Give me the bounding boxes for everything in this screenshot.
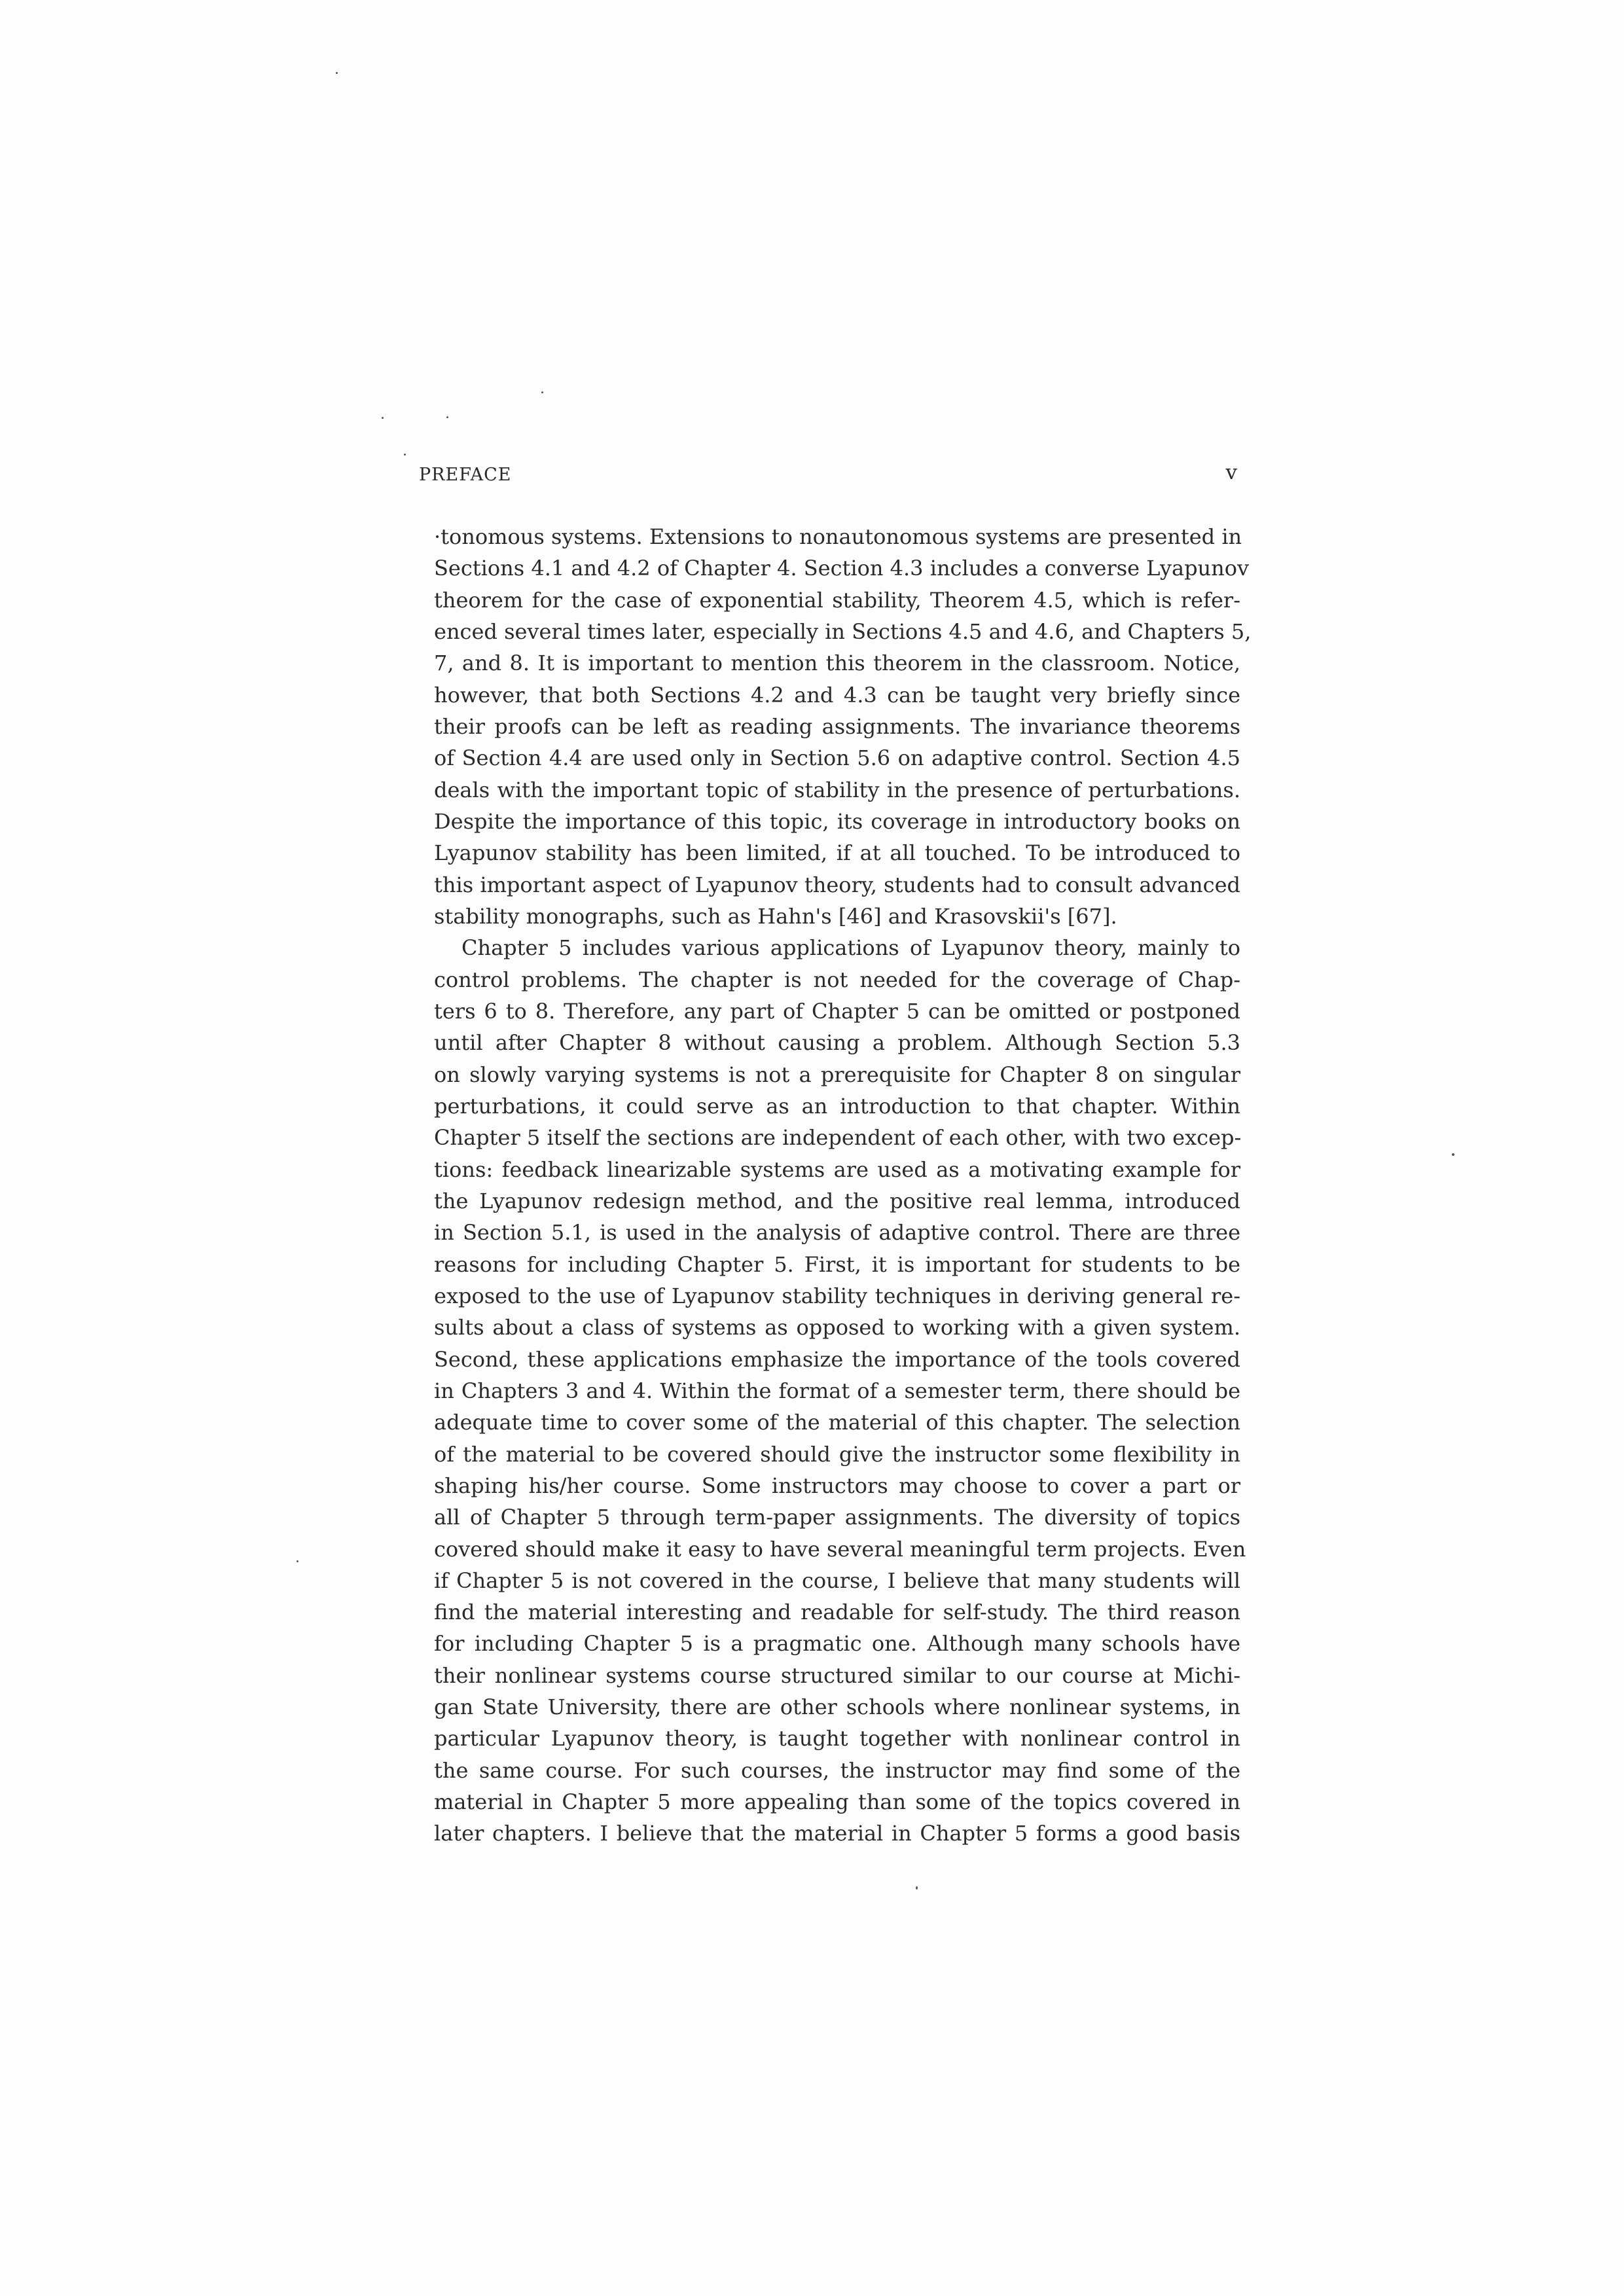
scan-speck	[541, 391, 543, 393]
text-line: sults about a class of systems as opposed to working with a given system.	[434, 1315, 1240, 1340]
text-line: Chapter 5 includes various applications of Lyapunov theory, mainly to	[461, 935, 1240, 961]
text-line: of the material to be covered should give the instructor some flexibility in	[434, 1441, 1240, 1467]
text-line: in Section 5.1, is used in the analysis of adaptive control. There are three	[434, 1220, 1240, 1246]
text-line: for including Chapter 5 is a pragmatic one. Although many schools have	[434, 1631, 1240, 1657]
text-line: Chapter 5 itself the sections are independent of each other, with two excep-	[434, 1125, 1242, 1151]
text-line: their proofs can be left as reading assignments. The invariance theorems	[434, 713, 1240, 739]
text-line: the Lyapunov redesign method, and the positive real lemma, introduced	[434, 1188, 1240, 1213]
scan-speck	[446, 416, 448, 418]
page-number: v	[1225, 461, 1237, 484]
scan-speck	[916, 1886, 918, 1890]
text-line: on slowly varying systems is not a prerequisite for Chapter 8 on singular	[434, 1062, 1240, 1087]
scan-speck	[404, 454, 406, 456]
text-line: enced several times later, especially in Sections 4.5 and 4.6, and Chapters 5,	[434, 619, 1252, 644]
text-line: their nonlinear systems course structured similar to our course at Michi-	[434, 1662, 1240, 1688]
text-line: Lyapunov stability has been limited, if at all touched. To be introduced to	[434, 840, 1240, 866]
text-line: covered should make it easy to have several meaningful term projects. Even	[434, 1536, 1246, 1562]
text-line: ·tonomous systems. Extensions to nonautonomous systems are presented in	[434, 524, 1242, 549]
scan-speck	[336, 72, 338, 74]
text-line: the same course. For such courses, the instructor may find some of the	[434, 1757, 1240, 1783]
text-line: however, that both Sections 4.2 and 4.3 can be taught very briefly since	[434, 682, 1240, 708]
text-line: deals with the important topic of stability in the presence of perturbations.	[434, 777, 1240, 802]
scan-speck	[1452, 1153, 1454, 1156]
text-line: exposed to the use of Lyapunov stability techniques in deriving general re-	[434, 1283, 1240, 1308]
running-head-title: PREFACE	[419, 465, 512, 485]
text-line: theorem for the case of exponential stability, Theorem 4.5, which is refer-	[434, 587, 1240, 613]
text-line: in Chapters 3 and 4. Within the format of a semester term, there should be	[434, 1378, 1240, 1403]
text-line: particular Lyapunov theory, is taught together with nonlinear control in	[434, 1726, 1240, 1751]
text-line: stability monographs, such as Hahn's [46] and Krasovskii's [67].	[434, 903, 1117, 929]
text-line: ters 6 to 8. Therefore, any part of Chapter 5 can be omitted or postponed	[434, 998, 1240, 1024]
text-line: 7, and 8. It is important to mention this theorem in the classroom. Notice,	[434, 651, 1240, 676]
text-line: material in Chapter 5 more appealing than some of the topics covered in	[434, 1789, 1240, 1815]
text-line: reasons for including Chapter 5. First, it is important for students to be	[434, 1251, 1240, 1277]
text-line: if Chapter 5 is not covered in the course, I believe that many students will	[434, 1568, 1240, 1593]
text-line: shaping his/her course. Some instructors may choose to cover a part or	[434, 1473, 1240, 1498]
body-text	[434, 521, 1252, 1850]
text-line: perturbations, it could serve as an introduction to that chapter. Within	[434, 1093, 1240, 1119]
scan-speck	[297, 1560, 298, 1562]
text-line: Second, these applications emphasize the importance of the tools covered	[434, 1346, 1240, 1372]
text-line: Sections 4.1 and 4.2 of Chapter 4. Section 4.3 includes a converse Lyapunov	[434, 556, 1250, 581]
text-line: until after Chapter 8 without causing a problem. Although Section 5.3	[434, 1030, 1240, 1056]
text-line: adequate time to cover some of the material of this chapter. The selection	[434, 1410, 1240, 1435]
text-line: find the material interesting and readable for self-study. The third reason	[434, 1600, 1240, 1625]
text-line: of Section 4.4 are used only in Section 5.6 on adaptive control. Section 4.5	[434, 745, 1240, 771]
text-line: gan State University, there are other schools where nonlinear systems, in	[434, 1695, 1240, 1720]
text-line: all of Chapter 5 through term-paper assignments. The diversity of topics	[434, 1505, 1240, 1530]
text-line: control problems. The chapter is not needed for the coverage of Chap-	[434, 967, 1240, 992]
text-line: this important aspect of Lyapunov theory, students had to consult advanced	[434, 872, 1240, 897]
text-line: tions: feedback linearizable systems are used as a motivating example for	[434, 1157, 1240, 1182]
running-head	[419, 461, 1237, 493]
text-line: Despite the importance of this topic, its coverage in introductory books on	[434, 808, 1240, 834]
scan-speck	[382, 417, 384, 419]
text-line: later chapters. I believe that the material in Chapter 5 forms a good basis	[434, 1821, 1240, 1846]
